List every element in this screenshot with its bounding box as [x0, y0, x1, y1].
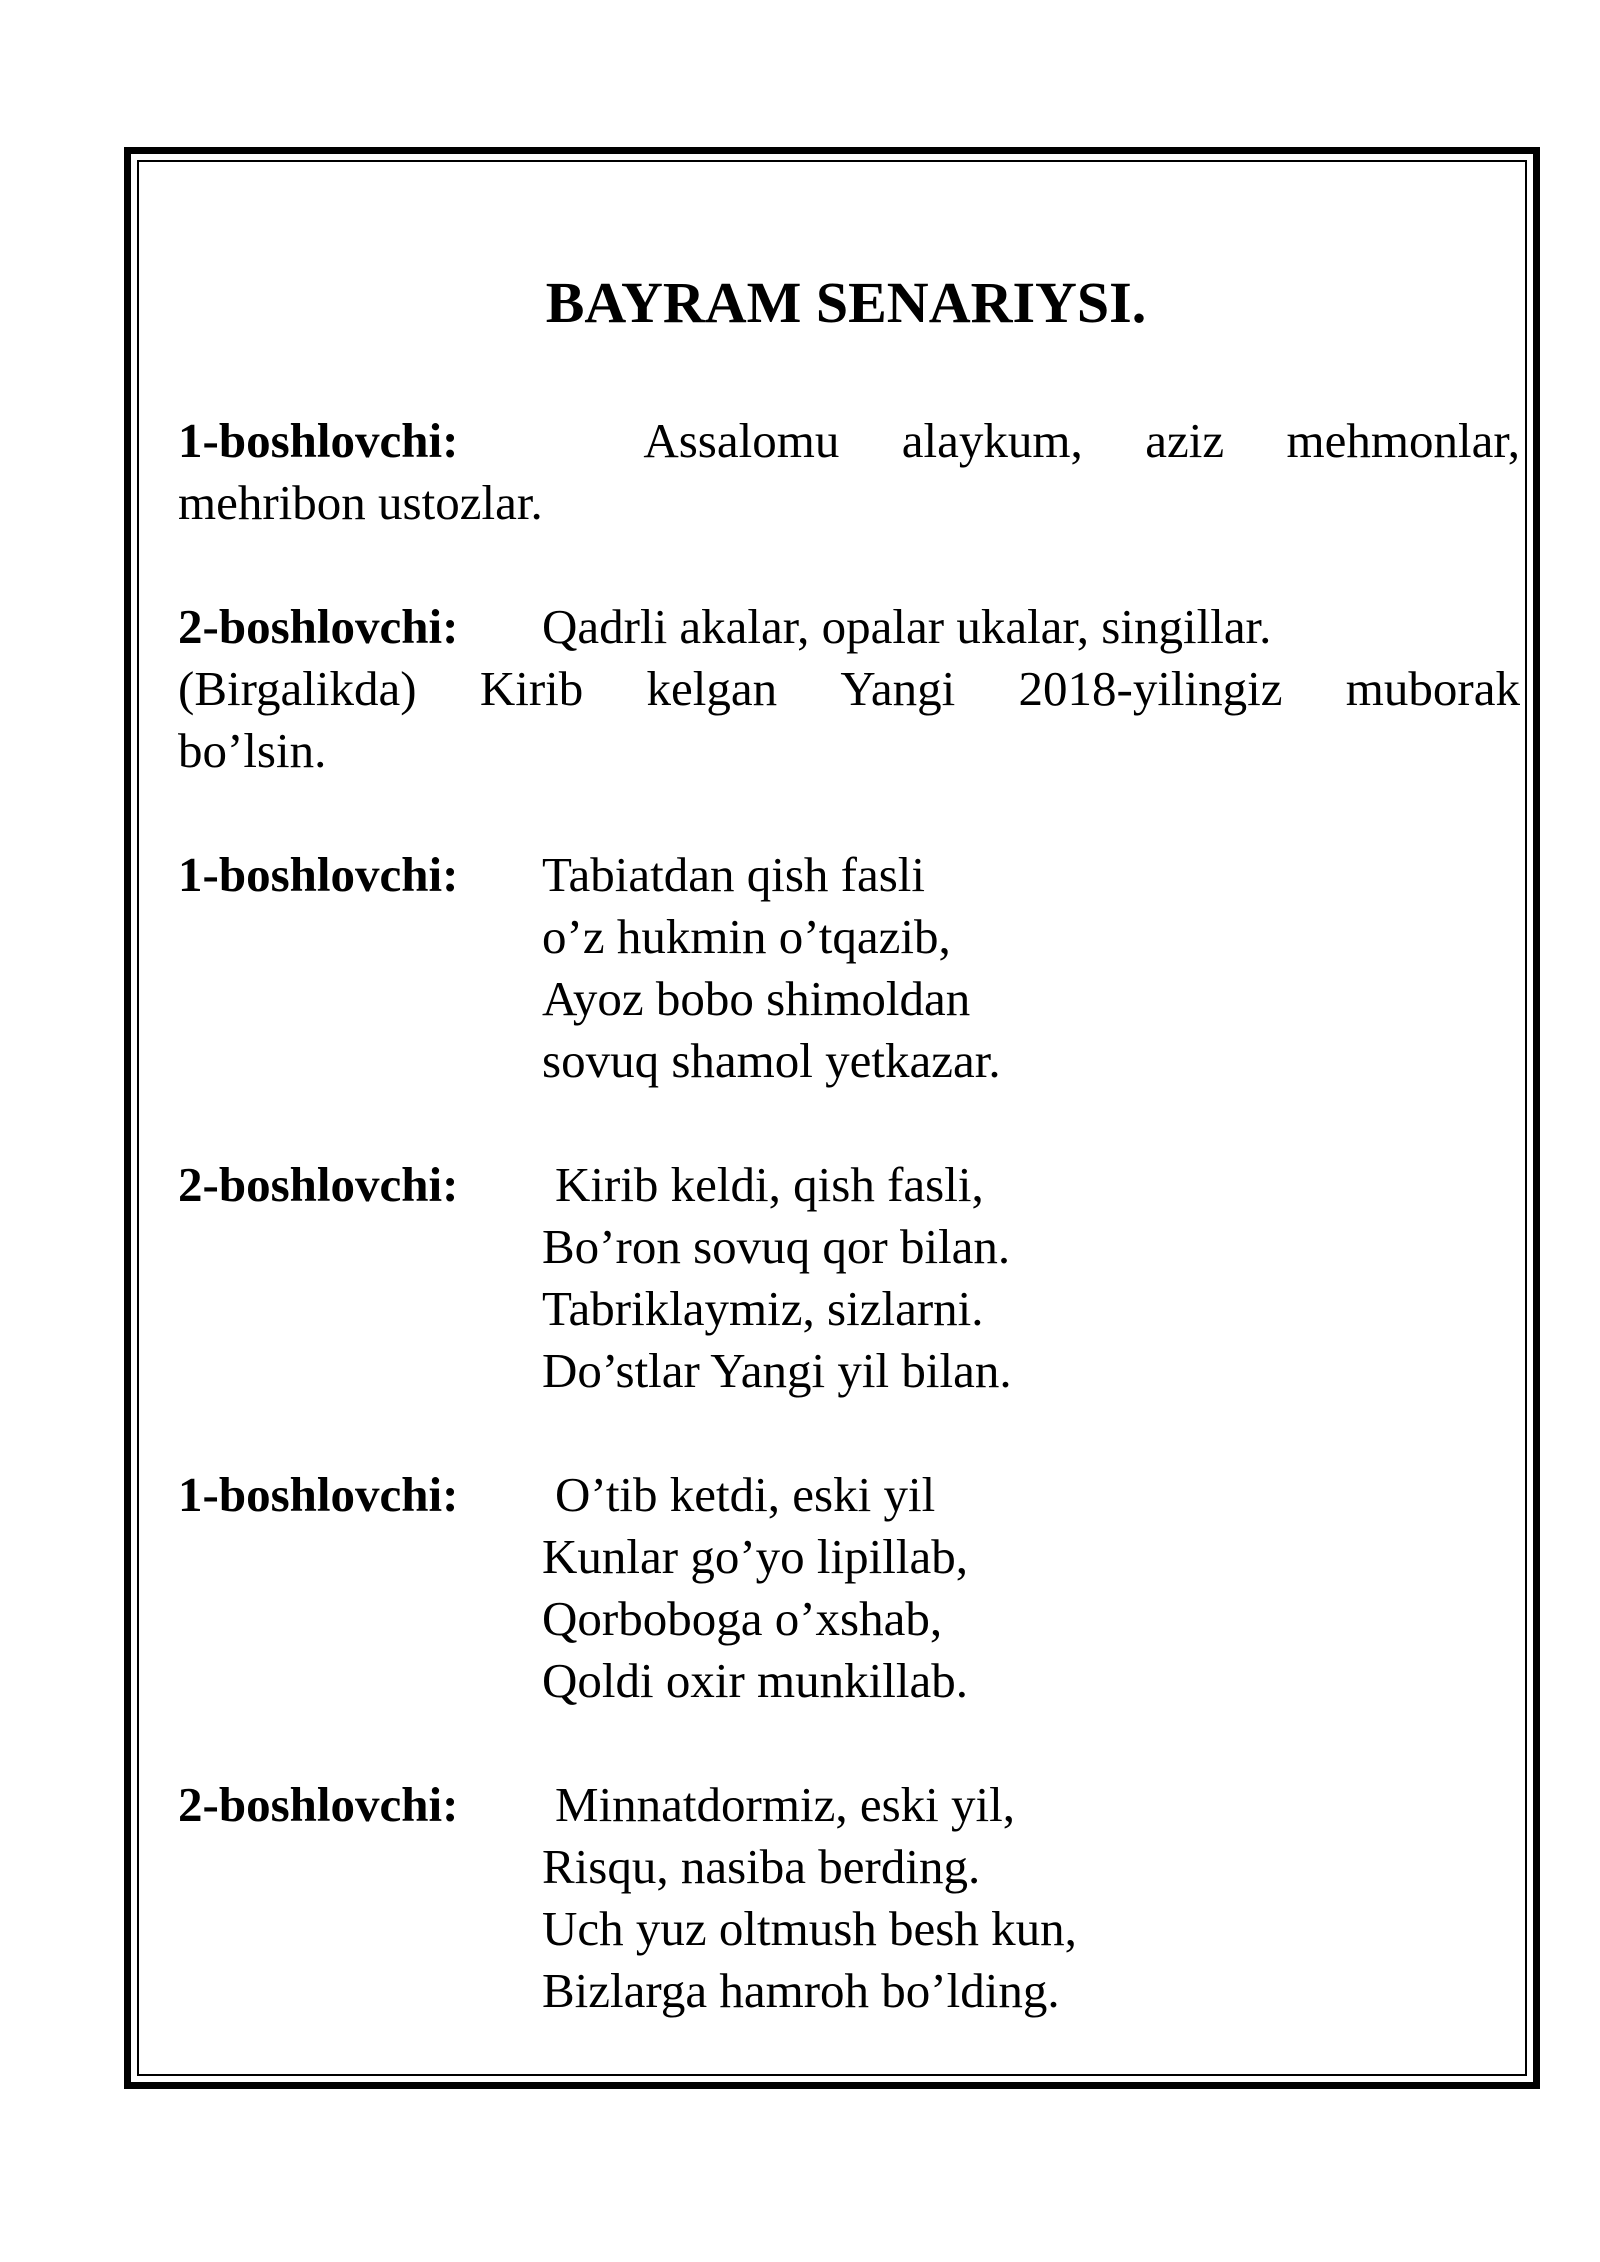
block2-line3: bo’lsin. [178, 723, 327, 778]
verse-line: Bo’ron sovuq qor bilan. [542, 1219, 1011, 1274]
verse-line: Tabiatdan qish fasli [542, 847, 926, 902]
stanza-speaker: 2-boshlovchi: [178, 1157, 459, 1212]
verse-line: Qoldi oxir munkillab. [542, 1653, 968, 1708]
verse-line: O’tib ketdi, eski yil [555, 1467, 936, 1522]
word: 2018-yilingiz [1018, 661, 1283, 716]
block2-speaker [178, 596, 458, 658]
word: muborak [1345, 661, 1520, 716]
speaker-label: 1-boshlovchi: [178, 413, 459, 468]
verse-line: o’z hukmin o’tqazib, [542, 909, 951, 964]
word: Assalomu [643, 413, 840, 468]
stanza-speaker: 1-boshlovchi: [178, 847, 459, 902]
verse-line: Kirib keldi, qish fasli, [555, 1157, 984, 1212]
stanza-speaker: 2-boshlovchi: [178, 1777, 459, 1832]
block1-line1 [178, 410, 1520, 472]
word: Kirib [479, 661, 584, 716]
verse-line: Minnatdormiz, eski yil, [555, 1777, 1015, 1832]
verse-line: Qorboboga o’xshab, [542, 1591, 943, 1646]
verse-line: Bizlarga hamroh bo’lding. [542, 1963, 1060, 2018]
block2-line2 [178, 658, 1520, 720]
block1-line2: mehribon ustozlar. [178, 475, 543, 530]
word: kelgan [646, 661, 778, 716]
block2-line1: Qadrli akalar, opalar ukalar, singillar. [542, 599, 1272, 654]
speaker-label: 2-boshlovchi: [178, 599, 459, 654]
verse-line: Do’stlar Yangi yil bilan. [542, 1343, 1012, 1398]
together-label: (Birgalikda) [178, 661, 417, 716]
verse-line: sovuq shamol yetkazar. [542, 1033, 1001, 1088]
page-title: BAYRAM SENARIYSI. [545, 270, 1147, 335]
word: aziz [1145, 413, 1225, 468]
verse-line: Uch yuz oltmush besh kun, [542, 1901, 1077, 1956]
word: alaykum, [901, 413, 1083, 468]
verse-line: Tabriklaymiz, sizlarni. [542, 1281, 984, 1336]
verse-line: Ayoz bobo shimoldan [542, 971, 971, 1026]
stanza-speaker: 1-boshlovchi: [178, 1467, 459, 1522]
word: Yangi [840, 661, 956, 716]
word: mehmonlar, [1286, 413, 1520, 468]
verse-line: Kunlar go’yo lipillab, [542, 1529, 968, 1584]
verse-line: Risqu, nasiba berding. [542, 1839, 981, 1894]
